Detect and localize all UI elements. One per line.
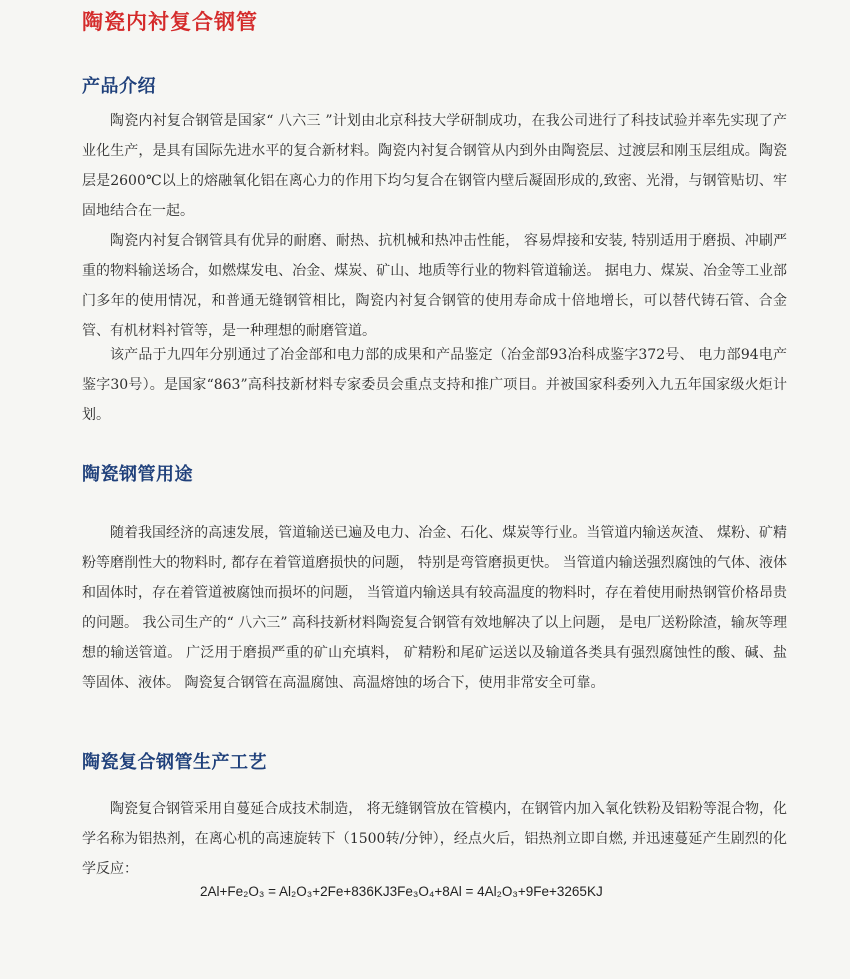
- section-heading-process: 陶瓷复合钢管生产工艺: [82, 752, 267, 773]
- page-title: 陶瓷内衬复合钢管: [82, 10, 258, 34]
- usage-paragraph: 随着我国经济的高速发展，管道输送已遍及电力、冶金、石化、煤炭等行业。当管道内输送灰渣、 煤粉、矿精粉等磨削性大的物料时, 都存在着管道磨损快的问题， 特别是弯管磨损更快。 当管道内输送强烈腐蚀的气体、液体和固体时，存在着管道被腐蚀而损坏的问题， 当管道内输送具有较高温度的物料时，存在着使用耐热钢管价格昂贵的问题。 我公司生产的“ 八六三” 高科技新材料陶瓷复合钢管有效地解决了以上问题， 是电厂送粉除渣，输灰等理想的输送管道。 广泛用于磨损严重的矿山充填料， 矿精粉和尾矿运送以及输道各类具有强烈腐蚀性的酸、碱、盐等固体、液体。 陶瓷复合钢管在高温腐蚀、高温熔蚀的场合下，使用非常安全可靠。: [82, 525, 787, 691]
- intro-paragraph-1: 陶瓷内衬复合钢管是国家“ 八六三 ”计划由北京科技大学研制成功，在我公司进行了科技试验并率先实现了产业化生产，是具有国际先进水平的复合新材料。陶瓷内衬复合钢管从内到外由陶瓷层、过渡层和刚玉层组成。陶瓷层是2600℃以上的熔融氧化铝在离心力的作用下均匀复合在钢管内壁后凝固形成的,致密、光滑，与钢管贴切、牢固地结合在一起。: [82, 113, 787, 219]
- process-paragraph: 陶瓷复合钢管采用自蔓延合成技术制造， 将无缝钢管放在管模内，在钢管内加入氧化铁粉及铝粉等混合物，化学名称为铝热剂，在离心机的高速旋转下（1500转/分钟），经点火后，铝热剂立即自燃, 并迅速蔓延产生剧烈的化学反应：: [82, 801, 787, 877]
- section-heading-intro: 产品介绍: [82, 76, 156, 97]
- intro-paragraph-2: 陶瓷内衬复合钢管具有优异的耐磨、耐热、抗机械和热冲击性能， 容易焊接和安装, 特别适用于磨损、冲刷严重的物料输送场合，如燃煤发电、冶金、煤炭、矿山、地质等行业的物料管道输送。 据电力、煤炭、冶金等工业部门多年的使用情况，和普通无缝钢管相比，陶瓷内衬复合钢管的使用寿命成十倍地增长，可以替代铸石管、合金管、有机材料衬管等，是一种理想的耐磨管道。: [82, 233, 787, 339]
- intro-paragraph-3: 该产品于九四年分别通过了冶金部和电力部的成果和产品鉴定（冶金部93冶科成鉴字372号、 电力部94电产鉴字30号）。是国家“863”高科技新材料专家委员会重点支持和推广项目。并被国家科委列入九五年国家级火炬计划。: [82, 347, 787, 423]
- section-heading-usage: 陶瓷钢管用途: [82, 464, 193, 485]
- chemical-equation: 2Al+Fe₂O₃ = Al₂O₃+2Fe+836KJ3Fe₃O₄+8Al = 4Al₂O₃+9Fe+3265KJ: [200, 884, 603, 899]
